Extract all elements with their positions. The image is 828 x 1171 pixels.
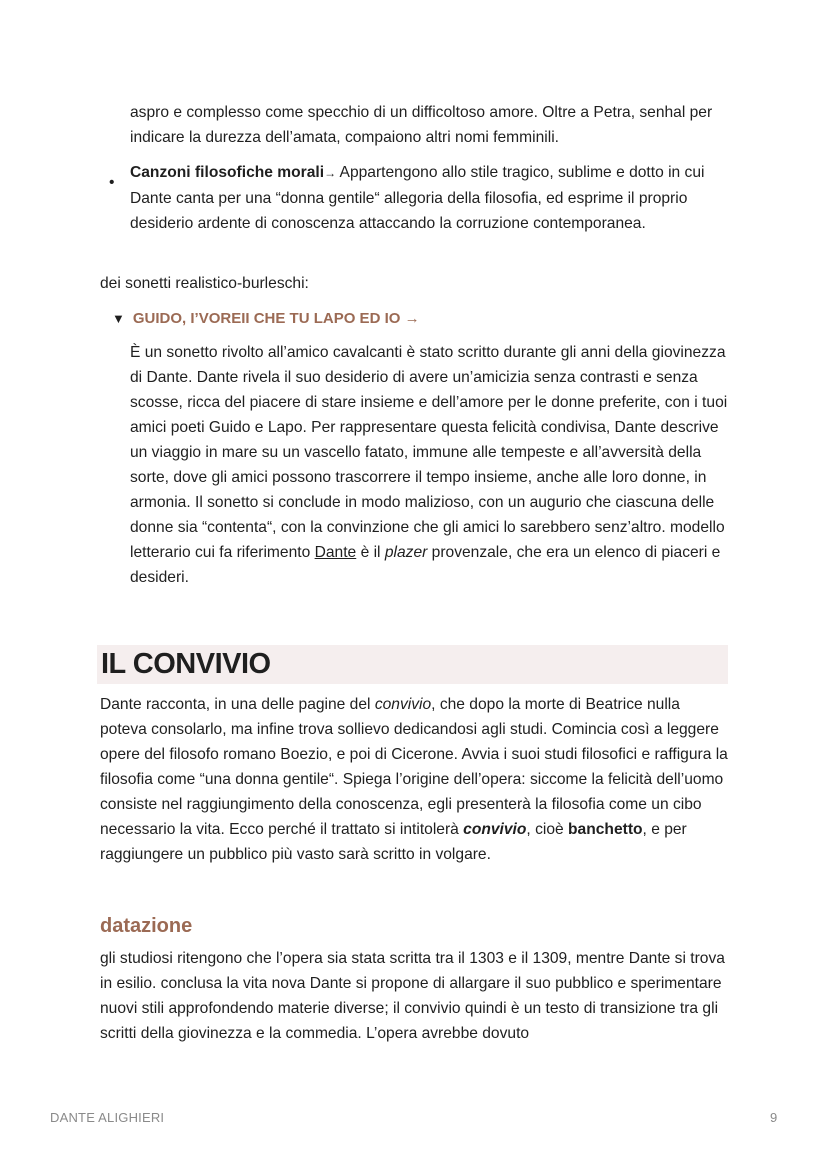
arrow-icon: → <box>324 166 337 180</box>
sonnet-text: È un sonetto rivolto all’amico cavalcanti è stato scritto durante gli anni della giovinezza di Dante. Dante rivela il suo desiderio di avere un’amicizia senza contrasti e senza scosse, ricca del piacere di stare insieme e dell’amore per le donne preferite, con i tuoi amici poeti Guido e Lapo. Per rappresentare questa felicità condivisa, Dante descrive un viaggio in mare su un vascello fatato, immune alle tempeste e all’avversità della sorte, dove gli amici possono trascorrere il tempo insieme, anche alle loro donne, in armonia. Il sonetto si conclude in modo malizioso, con un augurio che ciascuna delle donne sia “contenta“, con la convinzione che gli amici lo sarebbero senz’altro. modello letterario cui fa riferimento <box>130 344 728 561</box>
sonnets-intro: dei sonetti realistico-burleschi: <box>100 275 309 292</box>
convivio-italic: convivio <box>374 696 432 713</box>
bullet-dot: • <box>109 174 115 191</box>
arrow-icon: → <box>404 310 420 327</box>
bullet-text: Appartengono allo stile tragico, sublime e dotto in cui Dante canta per una “donna gentile“ allegoria della filosofia, ed esprime il proprio desiderio ardente di conoscenza attaccando la corruzione contemporanea. <box>130 164 705 232</box>
sonnet-text: è il <box>356 544 385 561</box>
bullet-title: Canzoni filosofiche morali <box>130 164 325 181</box>
dante-link[interactable]: Dante <box>314 544 357 561</box>
banchetto-bold: banchetto <box>568 821 643 838</box>
convivio-text: , cioè <box>526 821 569 838</box>
datazione-paragraph: gli studiosi ritengono che l’opera sia stata scritta tra il 1303 e il 1309, mentre Dante si trova in esilio. conclusa la vita nova Dante si propone di allargare il suo pubblico e sperimentare nuovi stili approfondendo materie diverse; il convivio quindi è un testo di transizione tra gli scritti della giovinezza e la commedia. L’opera avrebbe dovuto <box>100 950 725 1042</box>
sonnet-text: provenzale, che era un elenco di piaceri e desideri. <box>130 544 721 586</box>
convivio-text: , e per raggiungere un pubblico più vasto sarà scritto in volgare. <box>100 821 687 863</box>
footer-title: DANTE ALIGHIERI <box>50 1110 165 1125</box>
plazer-term: plazer <box>384 544 428 561</box>
sonnet-description <box>130 340 730 590</box>
subheading: datazione <box>100 915 193 937</box>
bullet-item <box>130 160 730 236</box>
toggle-guido[interactable] <box>112 306 420 331</box>
intro-paragraph: aspro e complesso come specchio di un difficoltoso amore. Oltre a Petra, senhal per indicare la durezza dell’amata, compaiono altri nomi femminili. <box>130 104 713 146</box>
convivio-text: , che dopo la morte di Beatrice nulla poteva consolarlo, ma infine trova sollievo dedicandosi agli studi. Comincia così a leggere opere del filosofo romano Boezio, e poi di Cicerone. Avvia i suoi studi filosofici e raffigura la filosofia come “una donna gentile“. Spiega l’origine dell’opera: siccome la felicità dell’uomo consiste nel raggiungimento della conoscenza, egli presenterà la filosofia come un cibo necessario la vita. Ecco perché il trattato si intitolerà <box>100 696 728 838</box>
toggle-title: GUIDO, I’VOREII CHE TU LAPO ED IO <box>132 310 401 327</box>
convivio-bold-italic: convivio <box>463 821 527 838</box>
section-heading: IL CONVIVIO <box>101 648 271 680</box>
convivio-paragraph <box>100 692 730 867</box>
convivio-text: Dante racconta, in una delle pagine del <box>100 696 375 713</box>
page-number: 9 <box>770 1110 778 1125</box>
triangle-down-icon: ▼ <box>112 311 125 326</box>
